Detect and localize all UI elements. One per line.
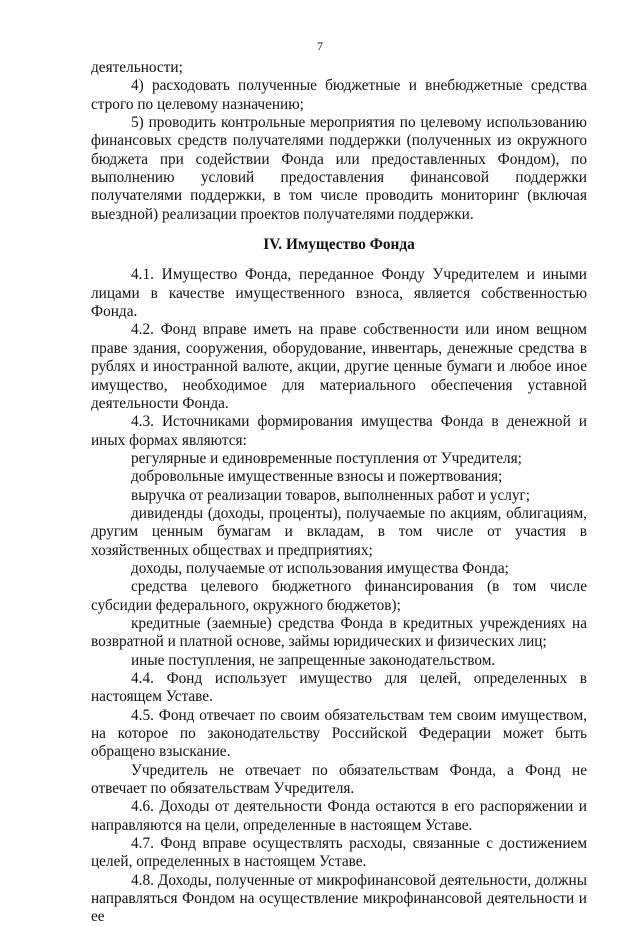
- document-body: [91, 59, 587, 927]
- list-item: выручка от реализации товаров, выполненных работ и услуг;: [131, 486, 531, 504]
- paragraph: 5) проводить контрольные мероприятия по целевому использованию финансовых средств получателями поддержки (полученных из окружного бюджета при содействии Фонда или предоставленных Фондом), по выполнению условий предоставления финансовой поддержки получателями поддержки, в том числе проводить мониторинг (включая выездной) реализации проектов получателями поддержки.: [91, 114, 587, 223]
- paragraph: 4.8. Доходы, полученные от микрофинансовой деятельности, должны направляться Фондом на осуществление микрофинансовой деятельности и ее: [91, 871, 587, 926]
- paragraph: 4.3. Источниками формирования имущества Фонда в денежной и иных формах являются:: [91, 413, 587, 449]
- paragraph: 4.5. Фонд отвечает по своим обязательствам тем своим имуществом, на которое по законодательству Российской Федерации может быть обращено взыскание.: [91, 706, 587, 761]
- paragraph: 4.4. Фонд использует имущество для целей, определенных в настоящем Уставе.: [91, 670, 587, 706]
- paragraph: 4.2. Фонд вправе иметь на праве собственности или ином вещном праве здания, сооружения, оборудование, инвентарь, денежные средства в рублях и иностранной валюте, акции, другие ценные бумаги и любое иное имущество, необходимое для материального обеспечения уставной деятельности Фонда.: [91, 321, 587, 412]
- list-item: средства целевого бюджетного финансирования (в том числе субсидии федерального, окружного бюджетов);: [91, 578, 587, 614]
- list-item: регулярные и единовременные поступления от Учредителя;: [131, 449, 522, 467]
- page-number: 7: [317, 39, 323, 53]
- list-item: добровольные имущественные взносы и пожертвования;: [131, 468, 503, 486]
- section-heading: IV. Имущество Фонда: [263, 236, 415, 254]
- paragraph: 4.7. Фонд вправе осуществлять расходы, связанные с достижением целей, определенных в настоящем Уставе.: [91, 835, 587, 871]
- list-item: дивиденды (доходы, проценты), получаемые по акциям, облигациям, другим ценным бумагам и вкладам, в том числе от участия в хозяйственных обществах и предприятиях;: [91, 504, 587, 559]
- list-item: доходы, получаемые от использования имущества Фонда;: [131, 559, 509, 577]
- list-item: кредитные (заемные) средства Фонда в кредитных учреждениях на возвратной и платной основе, займы юридических и физических лиц;: [91, 614, 587, 651]
- paragraph: 4.1. Имущество Фонда, переданное Фонду Учредителем и иными лицами в качестве имущественного взноса, является собственностью Фонда.: [91, 266, 587, 321]
- paragraph: деятельности;: [91, 59, 183, 76]
- list-item: иные поступления, не запрещенные законодательством.: [131, 651, 496, 669]
- paragraph: 4) расходовать полученные бюджетные и внебюджетные средства строго по целевому назначению;: [91, 77, 587, 113]
- paragraph: Учредитель не отвечает по обязательствам Фонда, а Фонд не отвечает по обязательствам Учредителя.: [91, 761, 587, 798]
- paragraph: 4.6. Доходы от деятельности Фонда остаются в его распоряжении и направляются на цели, определенные в настоящем Уставе.: [91, 798, 587, 834]
